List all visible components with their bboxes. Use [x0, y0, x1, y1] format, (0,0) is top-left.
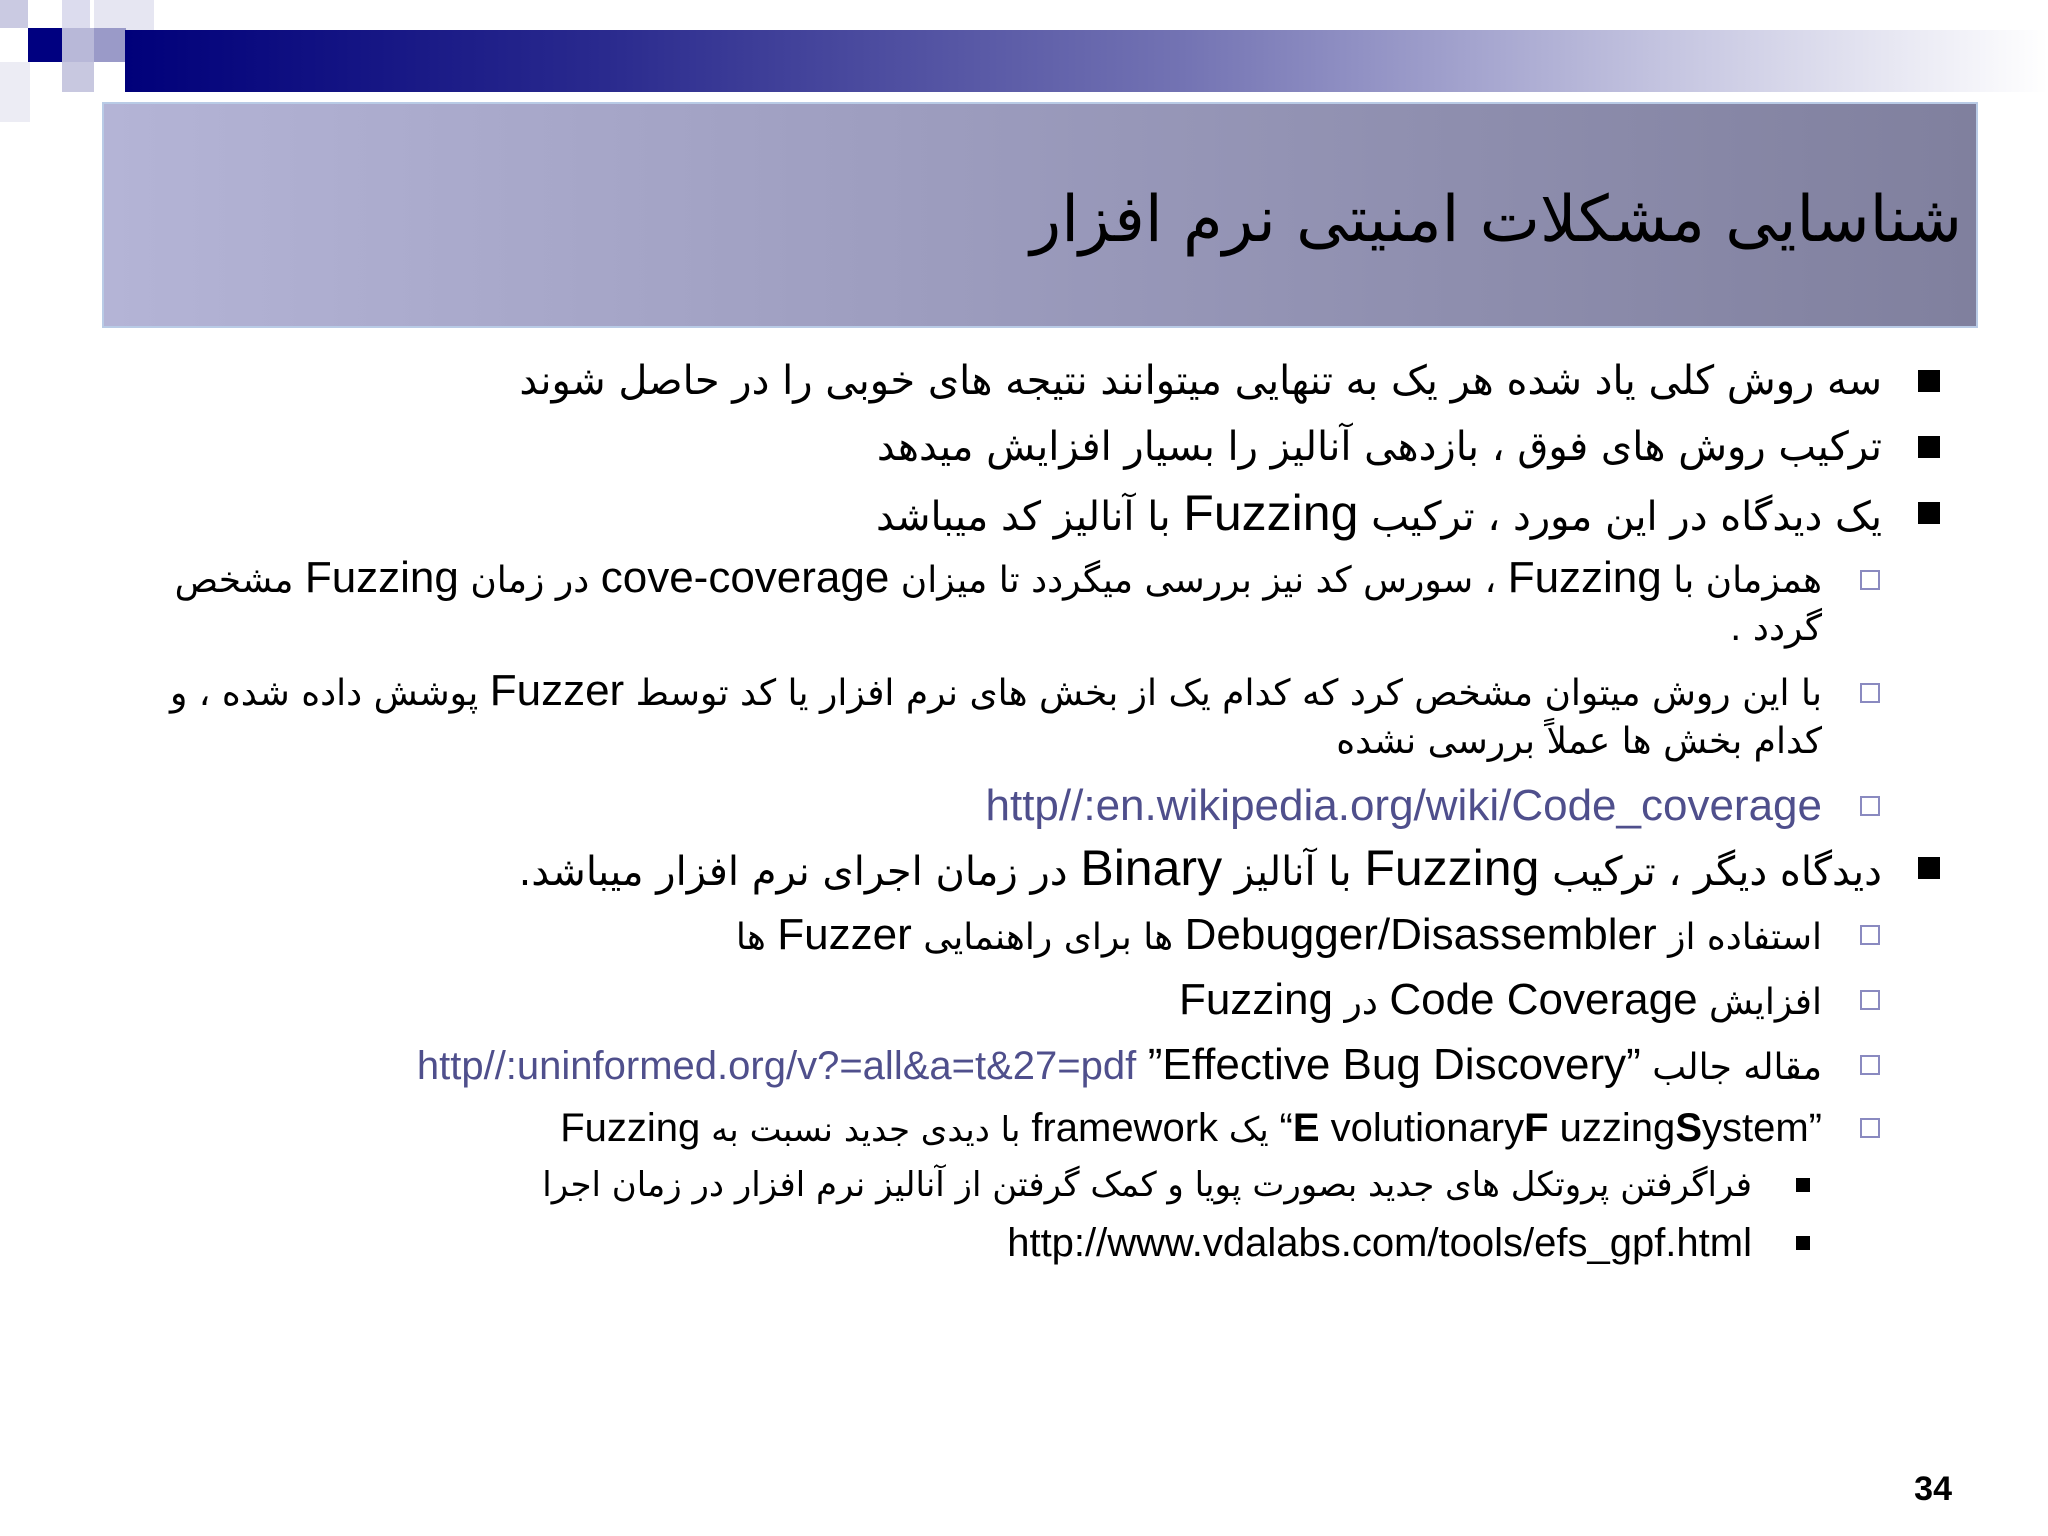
bullet-level2	[100, 1039, 1940, 1094]
square-bullet-icon	[1918, 436, 1940, 458]
bullet-level2	[100, 974, 1940, 1029]
page-number: 34	[1914, 1470, 1952, 1508]
hollow-square-bullet-icon	[1860, 570, 1880, 590]
bullet-text: استفاده از	[1668, 917, 1822, 958]
bullet-term: Binary	[1080, 840, 1223, 896]
bullet-text: در زمان اجرای نرم افزار میباشد.	[518, 849, 1068, 895]
bullet-text: ترکیب روش های فوق ، بازدهی آنالیز را بسیار افزایش میدهد	[876, 424, 1882, 470]
decorative-square	[28, 28, 62, 62]
decorative-square	[62, 62, 94, 92]
bullet-text: با آنالیز	[1234, 849, 1352, 895]
bullet-level3	[100, 1214, 1940, 1274]
header-gradient-bar	[125, 30, 2048, 92]
bullet-text: با این روش میتوان مشخص کرد که کدام یک از بخش های نرم افزار یا کد توسط	[635, 673, 1822, 714]
efs-initial: S	[1675, 1106, 1702, 1150]
bullet-level3	[100, 1156, 1940, 1214]
bullet-text: فراگرفتن پروتکل های جدید بصورت پویا و کمک گرفتن از آنالیز نرم افزار در زمان اجرا	[542, 1165, 1752, 1205]
decorative-square	[62, 0, 90, 28]
bullet-level1	[100, 480, 1940, 550]
hollow-square-bullet-icon	[1860, 925, 1880, 945]
decorative-square	[94, 28, 126, 62]
slide-content	[100, 348, 1940, 1274]
bullet-level2	[100, 554, 1940, 653]
bullet-text: سه روش کلی یاد شده هر یک به تنهایی میتوانند نتیجه های خوبی را در حاصل شوند	[519, 358, 1882, 404]
efs-initial: E	[1292, 1106, 1320, 1150]
hollow-square-bullet-icon	[1860, 796, 1880, 816]
bullet-term: framework	[1031, 1106, 1219, 1150]
bullet-text: در	[1344, 982, 1378, 1023]
bullet-term: Fuzzing	[1364, 840, 1540, 896]
bullet-text: دیدگاه دیگر ، ترکیب	[1552, 849, 1882, 895]
bullet-level1	[100, 835, 1940, 905]
bullet-text: در زمان	[470, 560, 590, 601]
bullet-text: پوشش داده شده ، و کدام بخش ها عملاً بررسی نشده	[169, 673, 1822, 762]
bullet-term: Code Coverage	[1389, 975, 1698, 1024]
bullet-level1	[100, 414, 1940, 480]
bullet-level2	[100, 667, 1940, 766]
bullet-text: یک	[1228, 1110, 1269, 1150]
efs-part: uzzing	[1548, 1106, 1676, 1150]
small-square-bullet-icon	[1796, 1236, 1810, 1250]
square-bullet-icon	[1918, 857, 1940, 879]
bullet-term: ”Effective Bug Discovery”	[1147, 1040, 1641, 1089]
bullet-text: با دیدی جدید نسبت به	[711, 1110, 1021, 1150]
hollow-square-bullet-icon	[1860, 1118, 1880, 1138]
bullet-term: Fuzzing	[1183, 485, 1359, 541]
uninformed-link[interactable]: http//:uninformed.org/v?=all&a=t&27=pdf	[416, 1044, 1137, 1088]
bullet-level2	[100, 780, 1940, 835]
bullet-text: با آنالیز کد میباشد	[876, 494, 1171, 540]
bullet-term: Fuzzing	[1507, 553, 1662, 602]
square-bullet-icon	[1918, 502, 1940, 524]
bullet-text: همزمان با	[1673, 560, 1822, 601]
square-bullet-icon	[1918, 370, 1940, 392]
bullet-term: Fuzzer	[777, 910, 912, 959]
bullet-text: ها برای راهنمایی	[923, 917, 1174, 958]
bullet-level2	[100, 909, 1940, 964]
title-band	[102, 102, 1978, 328]
efs-initial: F	[1524, 1106, 1549, 1150]
bullet-term: Fuzzing	[1178, 975, 1334, 1024]
vdalabs-link[interactable]: http://www.vdalabs.com/tools/efs_gpf.html	[1007, 1221, 1752, 1265]
bullet-level2	[100, 1102, 1940, 1156]
efs-part: “	[1279, 1106, 1293, 1150]
bullet-text: ها	[735, 917, 766, 958]
bullet-text: مقاله جالب	[1652, 1047, 1822, 1088]
decorative-square	[0, 62, 30, 122]
decorative-square	[62, 28, 94, 62]
small-square-bullet-icon	[1796, 1178, 1810, 1192]
decorative-square	[0, 0, 28, 28]
bullet-level1	[100, 348, 1940, 414]
bullet-text: ، سورس کد نیز بررسی میگردد تا میزان	[900, 560, 1497, 601]
hollow-square-bullet-icon	[1860, 683, 1880, 703]
efs-part: volutionary	[1319, 1106, 1525, 1150]
efs-name	[1280, 1106, 1822, 1150]
efs-part: ystem”	[1702, 1106, 1822, 1150]
hollow-square-bullet-icon	[1860, 1055, 1880, 1075]
bullet-term: Debugger/Disassembler	[1184, 910, 1657, 959]
bullet-term: Fuzzing	[304, 553, 459, 602]
bullet-term: cove-coverage	[600, 553, 890, 602]
bullet-text: افزایش	[1709, 982, 1822, 1023]
bullet-text: یک دیدگاه در این مورد ، ترکیب	[1371, 494, 1882, 540]
bullet-term: Fuzzing	[560, 1106, 701, 1150]
hollow-square-bullet-icon	[1860, 990, 1880, 1010]
bullet-text: مشخص گردد .	[174, 560, 1822, 649]
bullet-term: Fuzzer	[489, 666, 625, 715]
slide-title: شناسایی مشکلات امنیتی نرم افزار	[1030, 183, 1962, 257]
wikipedia-link[interactable]: http//:en.wikipedia.org/wiki/Code_coverage	[985, 781, 1822, 830]
